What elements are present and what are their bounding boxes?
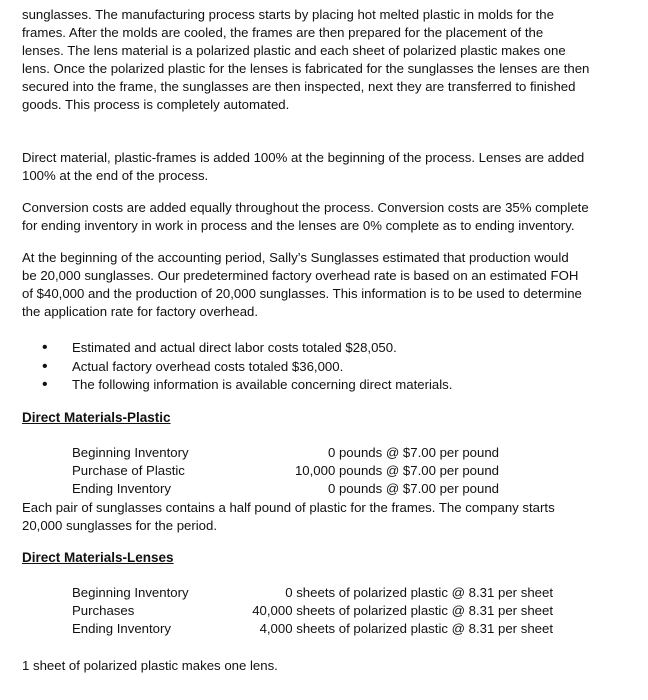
text-line: lens. Once the polarized plastic for the lenses is fabricated for the sunglasses the lenses are then: [22, 61, 590, 76]
plastic-row-value: 0 pounds @ $7.00 per pound: [327, 481, 499, 496]
lenses-row-label: Ending Inventory: [72, 621, 171, 636]
text-line: Each pair of sunglasses contains a half pound of plastic for the frames. The company starts: [22, 500, 555, 515]
lenses-row-value: 4,000 sheets of polarized plastic @ 8.31 per sheet: [259, 621, 553, 636]
text-line: for ending inventory in work in process and the lenses are 0% complete as to ending inventory.: [22, 218, 575, 233]
plastic-row-label: Beginning Inventory: [72, 445, 189, 460]
intro-paragraph: [22, 6, 622, 114]
text-line: 1 sheet of polarized plastic makes one lens.: [22, 658, 278, 673]
bullet-item: • The following information is available concerning direct materials.: [42, 376, 452, 395]
plastic-note: [22, 499, 622, 535]
plastic-row-value: 0 pounds @ $7.00 per pound: [327, 445, 499, 460]
plastic-heading: Direct Materials-Plastic: [22, 410, 171, 425]
text-line: sunglasses. The manufacturing process starts by placing hot melted plastic in molds for the: [22, 7, 554, 22]
text-line: of $40,000 and the production of 20,000 sunglasses. This information is to be used to determine: [22, 286, 582, 301]
text-line: 20,000 sunglasses for the period.: [22, 518, 218, 533]
lenses-row-label: Beginning Inventory: [72, 585, 189, 600]
bullet-item: • Actual factory overhead costs totaled $36,000.: [42, 358, 452, 377]
bullet-item: • Estimated and actual direct labor costs totaled $28,050.: [42, 339, 452, 358]
lenses-row-label: Purchases: [72, 603, 135, 618]
text-line: the application rate for factory overhead.: [22, 304, 259, 319]
direct-material-paragraph: [22, 149, 622, 185]
accounting-paragraph: [22, 249, 622, 321]
text-line: secured into the frame, the sunglasses are then inspected, next they are transferred to finished: [22, 79, 576, 94]
text-line: lenses. The lens material is a polarized plastic and each sheet of polarized plastic makes one: [22, 43, 566, 58]
text-line: be 20,000 sunglasses. Our predetermined factory overhead rate is based on an estimated FOH: [22, 268, 579, 283]
bullet-list: [42, 339, 452, 395]
lenses-row-value: 0 sheets of polarized plastic @ 8.31 per sheet: [285, 585, 553, 600]
lenses-heading: Direct Materials-Lenses: [22, 550, 174, 565]
text-line: At the beginning of the accounting period, Sally’s Sunglasses estimated that production would: [22, 250, 569, 265]
text-line: 100% at the end of the process.: [22, 168, 209, 183]
lenses-row-value: 40,000 sheets of polarized plastic @ 8.31 per sheet: [252, 603, 553, 618]
plastic-row-value: 10,000 pounds @ $7.00 per pound: [294, 463, 499, 478]
footer-note: [22, 657, 622, 675]
conversion-paragraph: [22, 199, 622, 235]
text-line: Conversion costs are added equally throughout the process. Conversion costs are 35% complete: [22, 200, 589, 215]
plastic-row-label: Ending Inventory: [72, 481, 171, 496]
text-line: goods. This process is completely automated.: [22, 97, 290, 112]
text-line: frames. After the molds are cooled, the frames are then prepared for the placement of the: [22, 25, 544, 40]
text-line: Direct material, plastic-frames is added 100% at the beginning of the process. Lenses are added: [22, 150, 585, 165]
plastic-row-label: Purchase of Plastic: [72, 463, 185, 478]
